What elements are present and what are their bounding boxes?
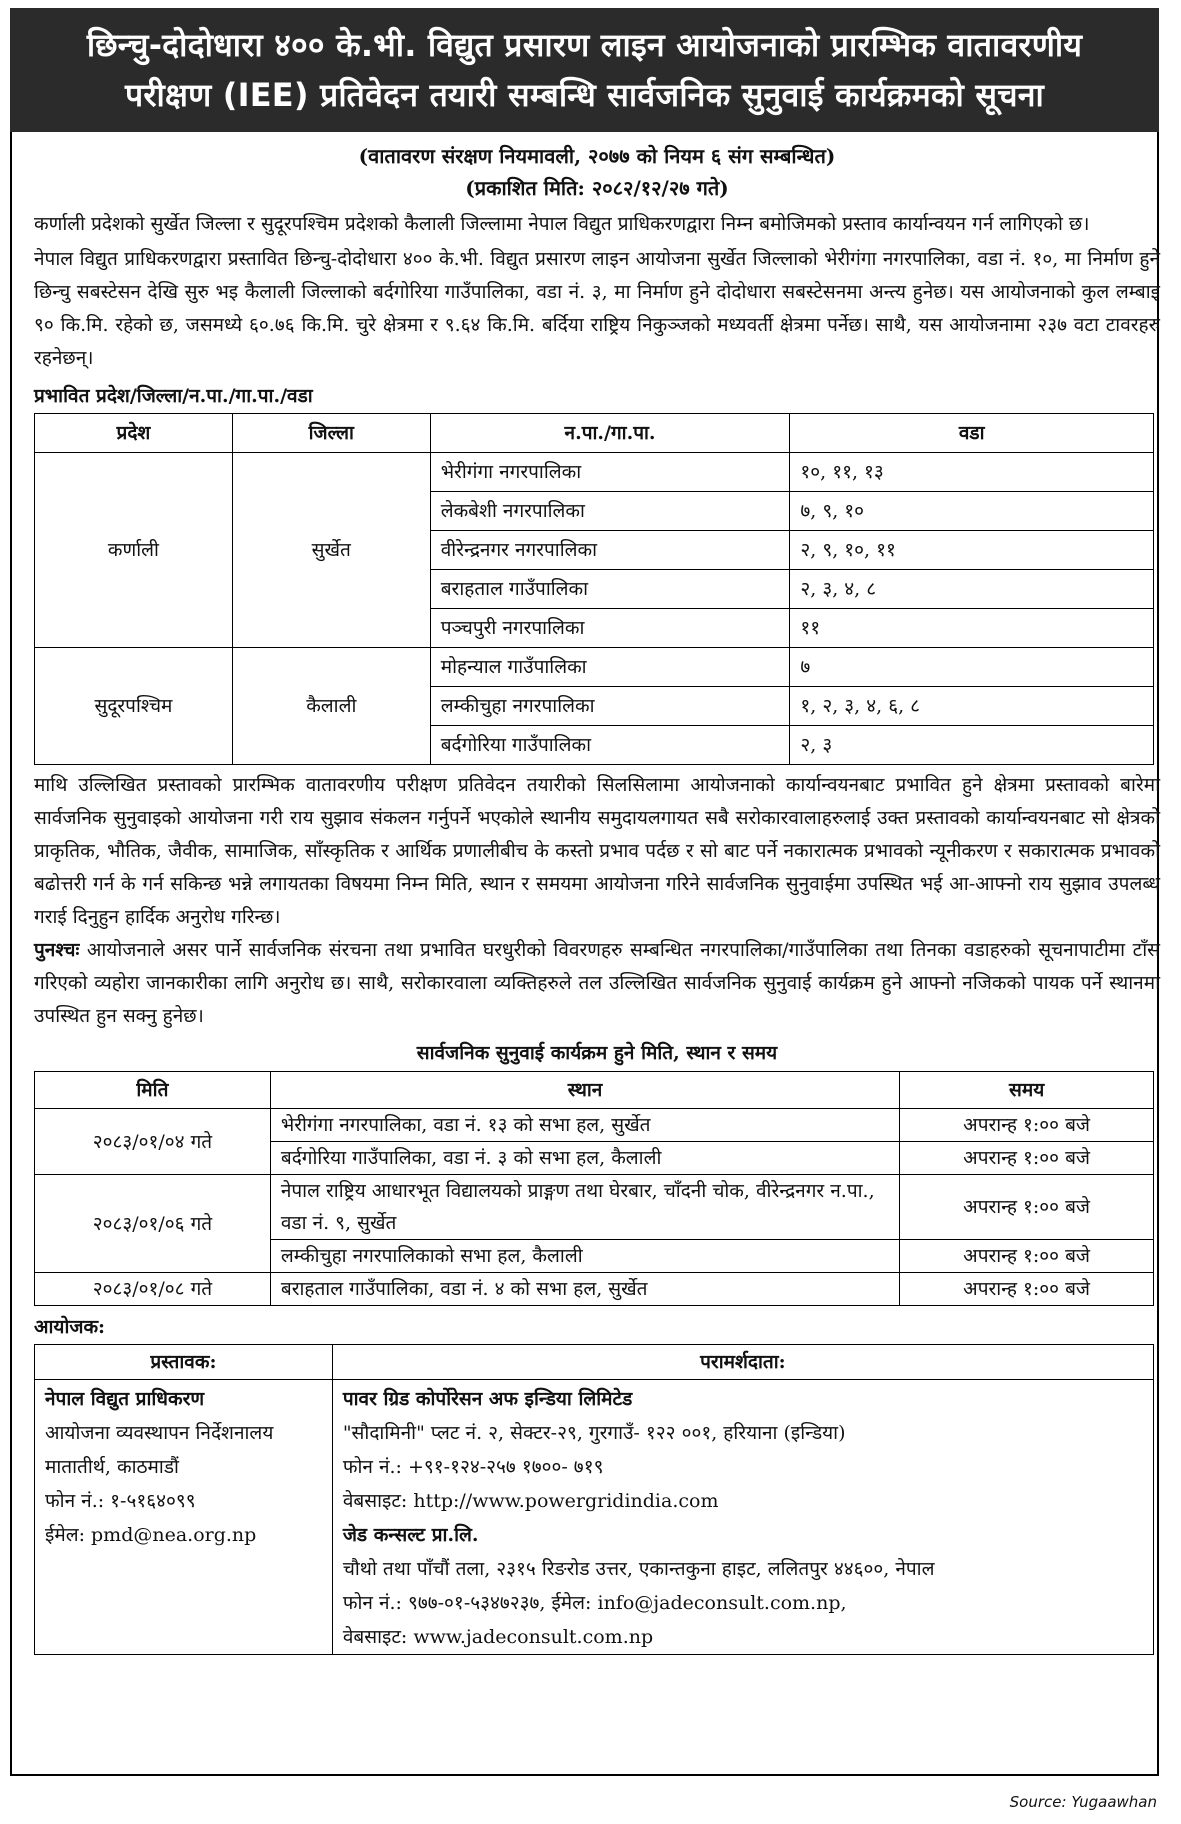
place-cell: बर्दगोरिया गाउँपालिका, वडा नं. ३ को सभा हल, कैलाली	[270, 1142, 899, 1175]
paragraph-intro: कर्णाली प्रदेशको सुर्खेत जिल्ला र सुदूरपश्चिम प्रदेशको कैलाली जिल्लामा नेपाल विद्युत प्राधिकरणद्वारा निम्न बमोजिमको प्रस्ताव कार्यान्वयन गर्न लागिएको छ।	[34, 213, 1090, 235]
consultant-address: चौथो तथा पाँचौं तला, २३१५ रिङरोड उत्तर, एकान्तकुना हाइट, ललितपुर ४४६००, नेपाल	[342, 1558, 935, 1580]
consultant-cell	[332, 1380, 1153, 1655]
place-cell: बराहताल गाउँपालिका, वडा नं. ४ को सभा हल, सुर्खेत	[270, 1273, 899, 1306]
consultant-phone: फोन नं.: ९७७-०१-५३४७२३७, ईमेल: info@jadeconsult.com.np,	[342, 1592, 847, 1614]
date-cell: २०८३/०१/०६ गते	[35, 1175, 271, 1273]
ward-cell: १०, ११, १३	[790, 453, 1154, 492]
municipality-cell: मोहन्याल गाउँपालिका	[430, 648, 790, 687]
paragraph-postscript	[34, 934, 1160, 1033]
postscript-text: आयोजनाले असर पार्ने सार्वजनिक संरचना तथा प्रभावित घरधुरीको विवरणहरु सम्बन्धित नगरपालिका/गाउँपालिका तथा तिनका वडाहरुको सूचनापाटीमा टाँस गरिएको व्यहोरा जानकारीका लागि अनुरोध छ। साथै, सरोकारवाला व्यक्तिहरुले तल उल्लिखित सार्वजनिक सुनुवाई कार्यक्रम हुने आफ्नो नजिकको पायक पर्ने स्थानमा उपस्थित हुन सक्नु हुनेछ।	[34, 939, 1160, 1027]
municipality-cell: भेरीगंगा नगरपालिका	[430, 453, 790, 492]
ward-cell: १, २, ३, ४, ६, ८	[790, 687, 1154, 726]
column-header: परामर्शदाता:	[332, 1345, 1153, 1380]
header-title-line-1: छिन्चु-दोदोधारा ४०० के.भी. विद्युत प्रसारण लाइन आयोजनाको प्रारम्भिक वातावरणीय	[86, 26, 1083, 64]
notice-header	[10, 8, 1159, 132]
header-title-line-2: परीक्षण (IEE) प्रतिवेदन तयारी सम्बन्धि सार्वजनिक सुनुवाई कार्यक्रमको सूचना	[125, 76, 1044, 114]
ward-cell: ७	[790, 648, 1154, 687]
ward-cell: २, ९, १०, ११	[790, 531, 1154, 570]
affected-table-header-row	[35, 414, 1154, 453]
column-header: प्रदेश	[35, 414, 233, 453]
table-row	[35, 1273, 1154, 1306]
postscript-label: पुनश्चः	[34, 939, 80, 961]
municipality-cell: पञ्चपुरी नगरपालिका	[430, 609, 790, 648]
organizer-heading: आयोजक:	[34, 1316, 106, 1338]
proponent-name: नेपाल विद्युत प्राधिकरण	[45, 1388, 205, 1410]
proponent-cell	[35, 1380, 333, 1655]
column-header: स्थान	[270, 1072, 899, 1109]
subtitle-published-date: (प्रकाशित मिति: २०८२/१२/२७ गते)	[465, 176, 729, 200]
column-header: प्रस्तावक:	[35, 1345, 333, 1380]
date-cell: २०८३/०१/०८ गते	[35, 1273, 271, 1306]
date-cell: २०८३/०१/०४ गते	[35, 1109, 271, 1175]
time-cell: अपरान्ह १:०० बजे	[900, 1109, 1154, 1142]
district-cell: कैलाली	[232, 648, 430, 765]
place-cell: भेरीगंगा नगरपालिका, वडा नं. १३ को सभा हल, सुर्खेत	[270, 1109, 899, 1142]
municipality-cell: लेकबेशी नगरपालिका	[430, 492, 790, 531]
municipality-cell: बर्दगोरिया गाउँपालिका	[430, 726, 790, 765]
time-cell: अपरान्ह १:०० बजे	[900, 1273, 1154, 1306]
proponent-email: ईमेल: pmd@nea.org.np	[45, 1524, 257, 1546]
affected-areas-table	[34, 413, 1154, 765]
table-row	[35, 453, 1154, 492]
time-cell: अपरान्ह १:०० बजे	[900, 1175, 1154, 1240]
municipality-cell: बराहताल गाउँपालिका	[430, 570, 790, 609]
table-row	[35, 1175, 1154, 1240]
place-cell: लम्कीचुहा नगरपालिकाको सभा हल, कैलाली	[270, 1240, 899, 1273]
proponent-line: आयोजना व्यवस्थापन निर्देशनालय	[45, 1422, 274, 1444]
notice-content	[34, 140, 1160, 1655]
consultant-name: पावर ग्रिड कोर्पोरेसन अफ इन्डिया लिमिटेड	[342, 1388, 633, 1410]
source-credit: Source: Yugaawhan	[1009, 1793, 1157, 1811]
column-header: न.पा./गा.पा.	[430, 414, 790, 453]
proponent-phone: फोन नं.: १-५१६४०९९	[45, 1490, 196, 1512]
ward-cell: ११	[790, 609, 1154, 648]
subtitle-regulation: (वातावरण संरक्षण नियमावली, २०७७ को नियम ६ संग सम्बन्धित)	[358, 144, 836, 168]
consultant-phone: फोन नं.: +९१-१२४-२५७ १७००- ७१९	[342, 1456, 604, 1478]
column-header: समय	[900, 1072, 1154, 1109]
time-cell: अपरान्ह १:०० बजे	[900, 1142, 1154, 1175]
column-header: जिल्ला	[232, 414, 430, 453]
schedule-table	[34, 1071, 1154, 1306]
consultant-name: जेड कन्सल्ट प्रा.लि.	[342, 1524, 479, 1546]
table-row	[35, 648, 1154, 687]
place-cell: नेपाल राष्ट्रिय आधारभूत विद्यालयको प्राङ्गण तथा घेरबार, चाँदनी चोक, वीरेन्द्रनगर न.पा., वडा नं. ९, सुर्खेत	[270, 1175, 899, 1240]
schedule-heading: सार्वजनिक सुनुवाई कार्यक्रम हुने मिति, स्थान र समय	[416, 1042, 778, 1064]
province-cell: कर्णाली	[35, 453, 233, 648]
proponent-line: मातातीर्थ, काठमाडौं	[45, 1456, 179, 1478]
time-cell: अपरान्ह १:०० बजे	[900, 1240, 1154, 1273]
organizer-table	[34, 1344, 1154, 1655]
province-cell: सुदूरपश्चिम	[35, 648, 233, 765]
municipality-cell: लम्कीचुहा नगरपालिका	[430, 687, 790, 726]
consultant-website: वेबसाइट: www.jadeconsult.com.np	[342, 1626, 654, 1648]
table-row	[35, 1380, 1154, 1655]
column-header: वडा	[790, 414, 1154, 453]
ward-cell: २, ३	[790, 726, 1154, 765]
paragraph-public-hearing-request: माथि उल्लिखित प्रस्तावको प्रारम्भिक वातावरणीय परीक्षण प्रतिवेदन तयारीको सिलसिलामा आयोजनाको कार्यान्वयनबाट प्रभावित हुने क्षेत्रमा प्रस्तावको बारेमा सार्वजनिक सुनुवाइको आयोजना गरी राय सुझाव संकलन गर्नुपर्ने भएकोले स्थानीय समुदायलगायत सबै सरोकारवालाहरुलाई उक्त प्रस्तावको कार्यान्वयनबाट सो क्षेत्रको प्राकृतिक, भौतिक, जैवीक, सामाजिक, साँस्कृतिक र आर्थिक प्रणालीबीच के कस्तो प्रभाव पर्दछ र सो बाट पर्ने नकारात्मक प्रभावको न्यूनीकरण र सकारात्मक प्रभावको बढोत्तरी गर्न के गर्न सकिन्छ भन्ने लगायतका विषयमा निम्न मिति, स्थान र समयमा आयोजना गरिने सार्वजनिक सुनुवाईमा उपस्थित भई आ-आफ्नो राय सुझाव उपलब्ध गराई दिनुहुन हार्दिक अनुरोध गरिन्छ।	[34, 774, 1160, 928]
municipality-cell: वीरेन्द्रनगर नगरपालिका	[430, 531, 790, 570]
column-header: मिति	[35, 1072, 271, 1109]
affected-areas-heading: प्रभावित प्रदेश/जिल्ला/न.पा./गा.पा./वडा	[34, 385, 313, 407]
paragraph-project-description: नेपाल विद्युत प्राधिकरणद्वारा प्रस्तावित छिन्चु-दोदोधारा ४०० के.भी. विद्युत प्रसारण लाइन आयोजना सुर्खेत जिल्लाको भेरीगंगा नगरपालिका, वडा नं. १०, मा निर्माण हुने छिन्चु सबस्टेसन देखि सुरु भइ कैलाली जिल्लाको बर्दगोरिया गाउँपालिका, वडा नं. ३, मा निर्माण हुने दोदोधारा सबस्टेसनमा अन्त्य हुनेछ। यस आयोजनाको कुल लम्बाइ ९० कि.मि. रहेको छ, जसमध्ये ६०.७६ कि.मि. चुरे क्षेत्रमा र ९.६४ कि.मि. बर्दिया राष्ट्रिय निकुञ्जको मध्यवर्ती क्षेत्रमा पर्नेछ। साथै, यस आयोजनामा २३७ वटा टावरहरु रहनेछन्।	[34, 248, 1160, 369]
consultant-website: वेबसाइट: http://www.powergridindia.com	[342, 1490, 719, 1512]
consultant-address: "सौदामिनी" प्लट नं. २, सेक्टर-२९, गुरगाउँ- १२२ ००१, हरियाना (इन्डिया)	[342, 1422, 846, 1444]
schedule-table-header-row	[35, 1072, 1154, 1109]
ward-cell: २, ३, ४, ८	[790, 570, 1154, 609]
organizer-table-header-row	[35, 1345, 1154, 1380]
ward-cell: ७, ९, १०	[790, 492, 1154, 531]
table-row	[35, 1109, 1154, 1142]
district-cell: सुर्खेत	[232, 453, 430, 648]
